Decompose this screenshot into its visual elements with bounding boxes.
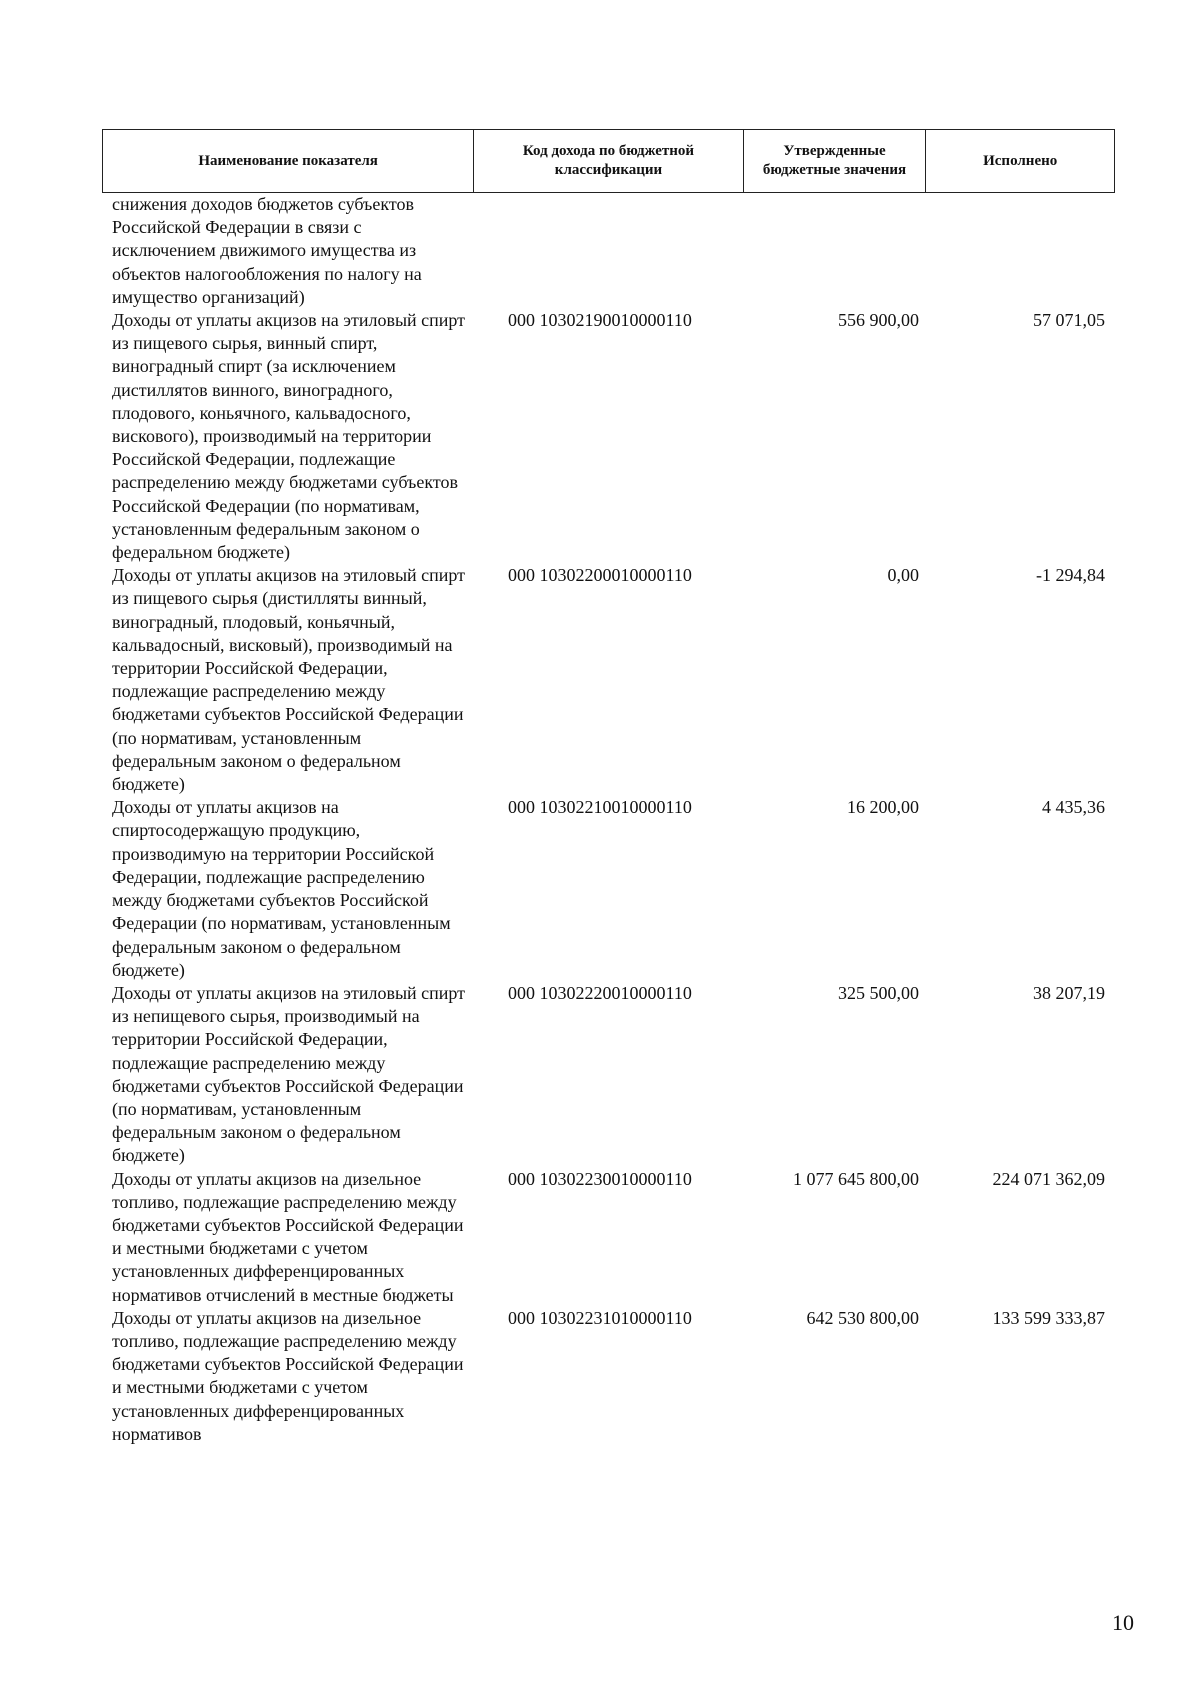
row-executed: 4 435,36: [1042, 797, 1105, 818]
row-executed: 224 071 362,09: [992, 1168, 1105, 1189]
row-executed: 57 071,05: [1033, 310, 1105, 331]
row-name: Доходы от уплаты акцизов на этиловый спирт из пищевого сырья, винный спирт, виноградный спирт (за исключением дистиллятов винного, виноградного, плодового, коньячного, кальвадосного, вискового), производимый на территории Российской Федерации, подлежащие распределению между бюджетами субъектов Российской Федерации (по нормативам, установленным федеральным законом о федеральном бюджете): [112, 310, 466, 563]
row-name: снижения доходов бюджетов субъектов Российской Федерации в связи с исключением движимого имущества из объектов налогообложения по налогу на имущество организаций): [112, 194, 422, 307]
table-row: [102, 564, 1115, 796]
header-code: Код дохода по бюджетной классификации: [474, 130, 743, 192]
row-name: Доходы от уплаты акцизов на этиловый спирт из непищевого сырья, производимый на территории Российской Федерации, подлежащие распределению между бюджетами субъектов Российской Федерации (по нормативам, установленным федеральным законом о федеральном бюджете): [112, 982, 466, 1166]
table-row: [102, 1168, 1115, 1307]
row-approved: 1 077 645 800,00: [793, 1168, 919, 1189]
row-name: Доходы от уплаты акцизов на этиловый спирт из пищевого сырья (дистилляты винный, виноградный, плодовый, коньячный, кальвадосный, висковый), производимый на территории Российской Федерации, подлежащие распределению между бюджетами субъектов Российской Федерации (по нормативам, установленным федеральным законом о федеральном бюджете): [112, 565, 466, 795]
row-approved: 642 530 800,00: [806, 1307, 919, 1328]
page-number: 10: [1112, 1610, 1134, 1635]
header-approved: Утвержденные бюджетные значения: [744, 130, 927, 192]
row-approved: [744, 193, 927, 309]
row-approved: 0,00: [887, 565, 919, 586]
row-code: 000 10302231010000110: [508, 1307, 692, 1328]
table-row: [102, 309, 1115, 564]
row-executed: [927, 193, 1115, 309]
row-name: Доходы от уплаты акцизов на спиртосодержащую продукцию, производимую на территории Российской Федерации, подлежащие распределению между бюджетами субъектов Российской Федерации (по нормативам, установленным федеральным законом о федеральном бюджете): [112, 797, 451, 980]
row-name: Доходы от уплаты акцизов на дизельное топливо, подлежащие распределению между бюджетами субъектов Российской Федерации и местными бюджетами с учетом установленных дифференцированных нормативов: [112, 1307, 464, 1444]
table-row: [102, 193, 1115, 309]
row-code: 000 10302220010000110: [508, 982, 692, 1003]
row-code: 000 10302200010000110: [508, 565, 692, 586]
row-approved: 16 200,00: [847, 797, 919, 818]
row-code: 000 10302230010000110: [508, 1168, 692, 1189]
table-row: [102, 982, 1115, 1168]
header-name: Наименование показателя: [103, 130, 474, 192]
row-approved: 325 500,00: [838, 982, 919, 1003]
header-executed: Исполнено: [983, 152, 1058, 169]
row-executed: 133 599 333,87: [992, 1307, 1105, 1328]
row-executed: 38 207,19: [1033, 982, 1105, 1003]
row-name: Доходы от уплаты акцизов на дизельное топливо, подлежащие распределению между бюджетами субъектов Российской Федерации и местными бюджетами с учетом установленных дифференцированных нормативов отчислений в местные бюджеты: [112, 1168, 464, 1305]
row-code: 000 10302190010000110: [508, 310, 692, 331]
row-executed: -1 294,84: [1036, 565, 1105, 586]
table-body: [102, 193, 1115, 1446]
row-approved: 556 900,00: [838, 310, 919, 331]
table-row: [102, 1307, 1115, 1446]
row-code: [474, 193, 744, 309]
table-row: [102, 796, 1115, 982]
table-header: [102, 129, 1115, 193]
row-code: 000 10302210010000110: [508, 797, 692, 818]
